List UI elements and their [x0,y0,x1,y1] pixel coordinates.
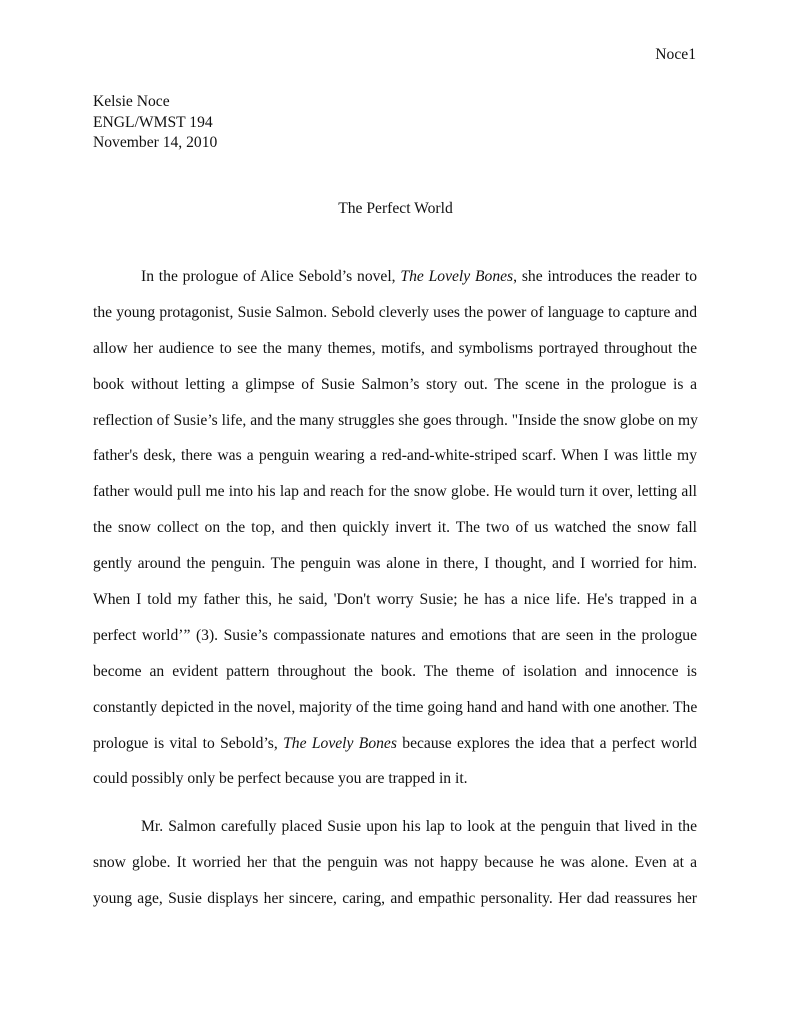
paragraph-1-line-3 [93,337,697,373]
text-run: young age, Susie displays her sincere, caring, and empathic personality. Her dad reassures her [93,890,697,908]
paragraph-1-line-15 [93,767,697,803]
text-run: father would pull me into his lap and reach for the snow globe. He would turn it over, letting all [93,483,697,501]
author-name: Kelsie Noce [93,93,170,110]
paragraph-1-line-7 [93,480,697,516]
paragraph-1-line-13 [93,696,697,732]
submission-date: November 14, 2010 [93,134,218,151]
text-run: the young protagonist, Susie Salmon. Sebold cleverly uses the power of language to capture and [93,303,697,321]
paragraph-2-line-3 [93,887,697,923]
text-run: because explores the idea that a perfect world [396,734,697,752]
text-run: perfect world’” (3). Susie’s compassionate natures and emotions that are seen in the prologue [93,626,697,644]
paragraph-1-line-8 [93,516,697,552]
paragraph-2-line-1 [93,815,697,851]
text-run: father's desk, there was a penguin wearing a red-and-white-striped scarf. When I was little my [93,447,697,465]
paragraph-gap [93,803,697,815]
text-run: When I told my father this, he said, 'Don't worry Susie; he has a nice life. He's trapped in a [93,591,697,609]
book-title: The Lovely Bones [283,734,397,752]
heading-block [93,92,217,154]
paragraph-1-line-9 [93,552,697,588]
text-run: , she introduces the reader to [513,268,697,285]
paragraph-1-line-14 [93,732,697,768]
paragraph-1-line-12 [93,660,697,696]
text-run: reflection of Susie’s life, and the many struggles she goes through. "Inside the snow globe on my [93,411,698,429]
paragraph-1-line-1 [93,265,697,301]
paragraph-1-line-10 [93,588,697,624]
paragraph-1-line-2 [93,301,697,337]
paragraph-1-line-11 [93,624,697,660]
text-run: allow her audience to see the many themes, motifs, and symbolisms portrayed throughout the [93,339,697,357]
text-run: book without letting a glimpse of Susie Salmon’s story out. The scene in the prologue is a [93,375,697,393]
paragraph-1-line-5 [93,409,697,445]
course-name: ENGL/WMST 194 [93,113,213,131]
book-title: The Lovely Bones [400,268,514,285]
paragraph-1-line-6 [93,444,697,480]
text-run: prologue is vital to Sebold’s, [93,734,284,752]
text-run: constantly depicted in the novel, majority of the time going hand and hand with one another. The [93,698,698,716]
paragraph-2-line-2 [93,851,697,887]
text-run: gently around the penguin. The penguin was alone in there, I thought, and I worried for him. [93,555,697,573]
text-run: In the prologue of Alice Sebold’s novel, [141,268,401,285]
text-run: could possibly only be perfect because you are trapped in it. [93,770,468,788]
text-run: become an evident pattern throughout the book. The theme of isolation and innocence is [93,662,697,680]
text-run: the snow collect on the top, and then quickly invert it. The two of us watched the snow fall [93,519,697,537]
running-header: Noce1 [655,46,696,63]
paragraph-1-line-4 [93,373,697,409]
text-run: Mr. Salmon carefully placed Susie upon his lap to look at the penguin that lived in the [141,818,697,836]
essay-body [93,265,697,923]
essay-title: The Perfect World [338,200,453,217]
text-run: snow globe. It worried her that the penguin was not happy because he was alone. Even at a [93,854,697,872]
